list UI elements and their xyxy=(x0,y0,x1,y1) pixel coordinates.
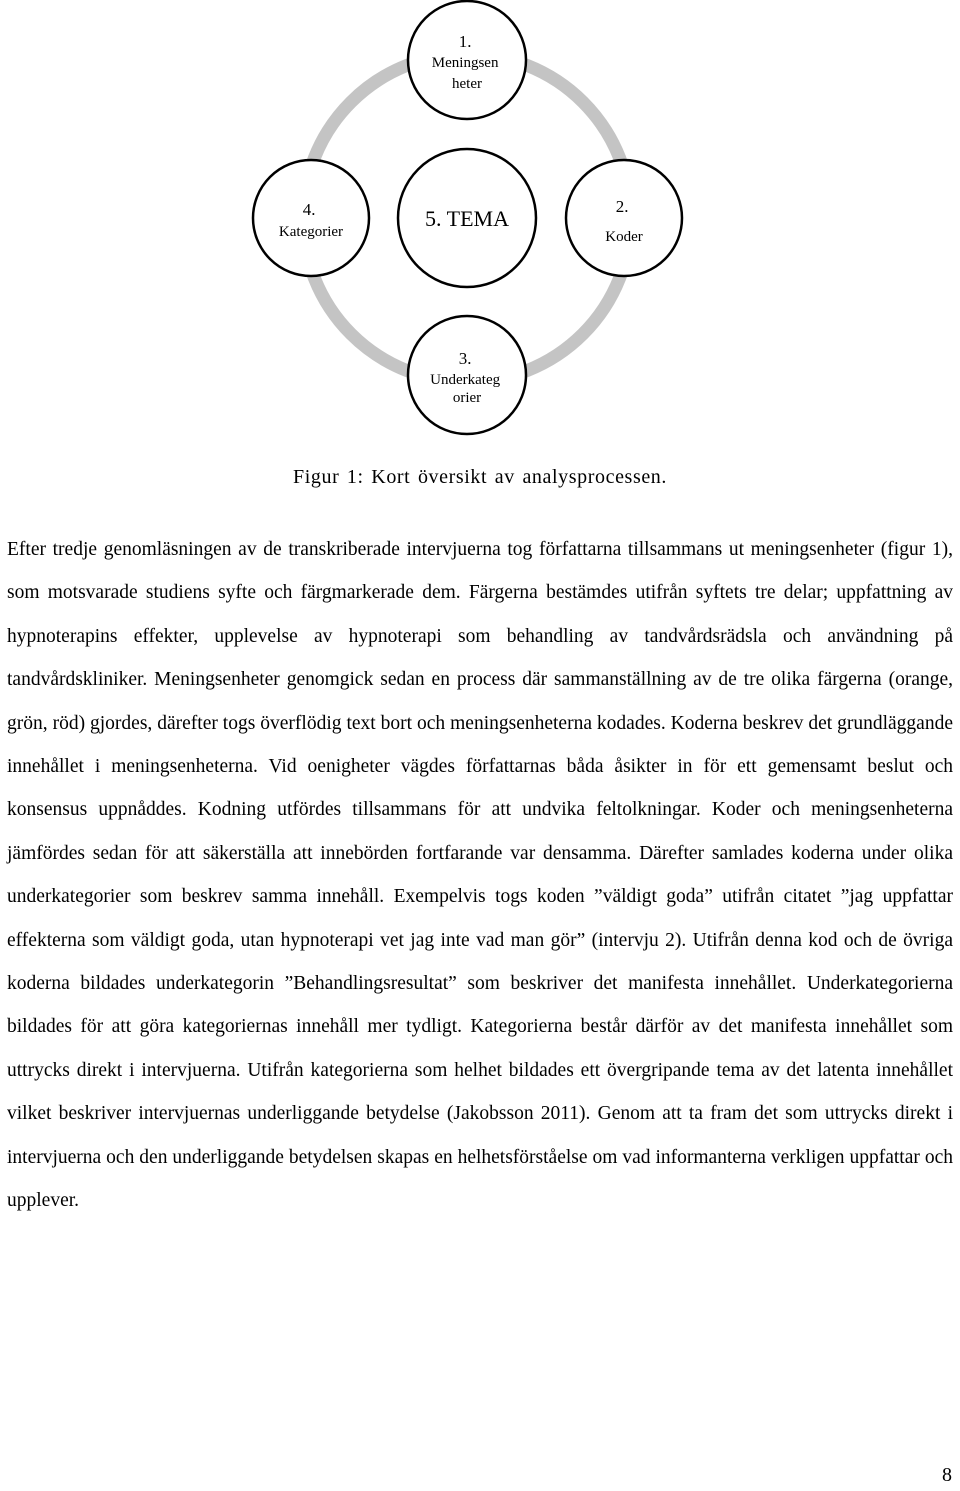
node-label: orier xyxy=(452,390,482,406)
diagram-node-kategorier xyxy=(253,160,369,276)
body-paragraph: Efter tredje genomläsningen av de transkriberade intervjuerna tog författarna tillsammans ut meningsenheter (figur 1), som motsvarade studiens syfte och färgmarkerade dem. Färgerna bestämdes utifrån syftets tre delar; uppfattning av hypnoterapins effekter, upplevelse av hypnoterapi som behandling av tandvårdsrädsla och användning på tandvårdskliniker. Meningsenheter genomgick sedan en process där sammanställning av de tre olika färgerna (orange, grön, röd) gjordes, därefter togs överflödig text bort och meningsenheterna kodades. Koderna beskrev det grundläggande innehållet i meningsenheterna. Vid oenigheter vägdes författarnas båda åsikter in för ett gemensamt beslut och konsensus uppnåddes. Kodning utfördes tillsammans för att undvika feltolkningar. Koder och meningsenheterna jämfördes sedan för att säkerställa att innebörden fortfarande var densamma. Därefter samlades koderna under olika underkategorier som beskrev samma innehåll. Exempelvis togs koden ”väldigt goda” utifrån citatet ”jag uppfattar effekterna som väldigt goda, utan hypnoterapi vet jag inte vad man gör” (intervju 2). Utifrån denna kod och de övriga koderna bildades underkategorin ”Behandlingsresultat” som beskriver det manifesta innehållet. Underkategorierna bildades för att göra kategoriernas innehåll mer tydligt. Kategorierna består därför av det manifesta innehållet som uttrycks direkt i intervjuerna. Utifrån kategorierna som helhet bildades ett övergripande tema av det latenta innehållet vilket beskriver intervjuernas underliggande betydelse (Jakobsson 2011). Genom att ta fram det som uttrycks direkt i intervjuerna och den underliggande betydelsen skapas en helhetsförståelse om vad informanterna verkligen uppfattar och upplever. xyxy=(7,539,953,1212)
svg-text:5. TEMA xyxy=(425,206,509,231)
node-label: Underkateg xyxy=(430,372,501,388)
node-label: heter xyxy=(452,76,482,92)
diagram-node-underkategorier xyxy=(408,316,526,434)
node-label: Koder xyxy=(605,229,643,245)
diagram-node-koder xyxy=(566,160,682,276)
page-number: 8 xyxy=(942,1464,952,1486)
node-circle xyxy=(566,160,682,276)
node-label: 3. xyxy=(458,349,472,368)
node-label: 5. TEMA xyxy=(425,206,509,231)
node-label: 2. xyxy=(615,197,629,216)
node-label: 1. xyxy=(458,32,472,51)
node-label: Meningsen xyxy=(431,55,499,71)
node-label: 4. xyxy=(302,200,316,219)
diagram-node-meningsenheter xyxy=(408,1,526,119)
node-label: Kategorier xyxy=(278,224,344,240)
diagram-node-tema xyxy=(398,149,536,287)
analysis-process-diagram xyxy=(0,0,960,470)
figure-caption: Figur 1: Kort översikt av analysprocessen. xyxy=(292,466,668,488)
